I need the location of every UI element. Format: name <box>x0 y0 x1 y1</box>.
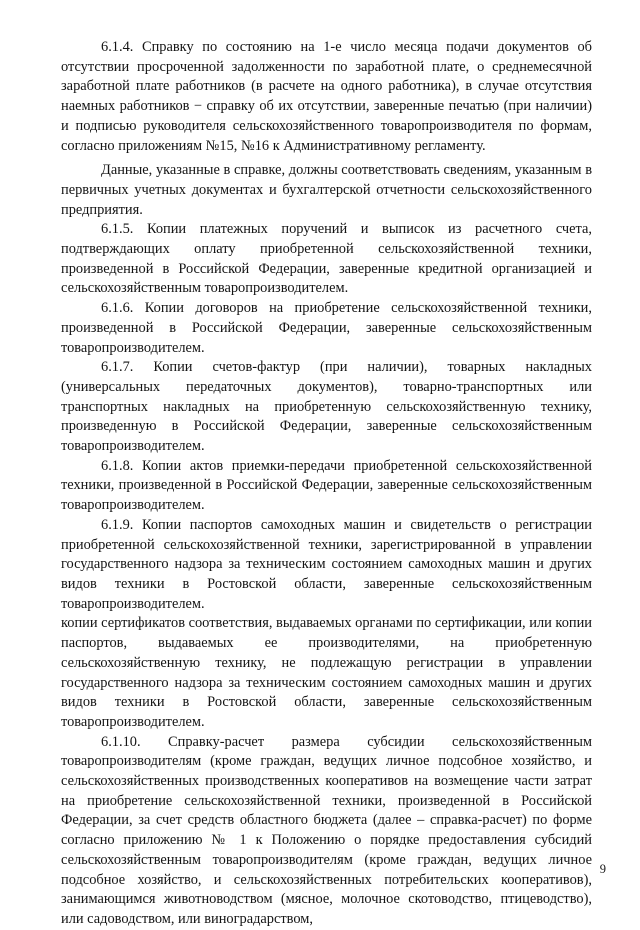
paragraph-6-1-6: 6.1.6. Копии договоров на приобретение сельскохозяйственной техники, произведенной в Российской Федерации, заверенные сельскохозяйственным товаропроизводителем. <box>61 300 592 356</box>
document-body <box>61 38 592 930</box>
paragraph-6-1-9: 6.1.9. Копии паспортов самоходных машин и свидетельств о регистрации приобретенной сельскохозяйственной техники, зарегистрированной в управлении государственного надзора за техническим состоянием самоходных машин и других видов техники в Ростовской области, заверенные сельскохозяйственным товаропроизводителем. <box>61 516 592 612</box>
paragraph-6-1-10: 6.1.10. Справку-расчет размера субсидии сельскохозяйственным товаропроизводителям (кроме граждан, ведущих личное подсобное хозяйство, и сельскохозяйственных производственных кооперативов на возмещение части затрат на приобретение сельскохозяйственной техники, произведенной в Российской Федерации, за счет средств областного бюджета (далее – справка-расчет) по форме согласно приложению № 1 к Положению о порядке предоставления субсидий сельскохозяйственным товаропроизводителям (кроме граждан, ведущих личное подсобное хозяйство, и сельскохозяйственных потребительских кооперативов), занимающимся животноводством (мясное, молочное скотоводство, птицеводство), или садоводством, или виноградарством, <box>61 733 592 927</box>
paragraph-certificates: копии сертификатов соответствия, выдаваемых органами по сертификации, или копии паспортов, выдаваемых ее производителями, на приобретенную сельскохозяйственную технику, не подлежащую регистрации в управлении государственного надзора за техническим состоянием самоходных машин и других видов техники в Ростовской области, заверенные сельскохозяйственным товаропроизводителем. <box>61 615 592 730</box>
paragraph-6-1-4: 6.1.4. Справку по состоянию на 1-е число месяца подачи документов об отсутствии просроченной задолженности по заработной плате, о среднемесячной заработной плате работников (в расчете на одного работника), в случае отсутствия наемных работников − справку об их отсутствии, заверенные печатью (при наличии) и подписью руководителя сельскохозяйственного товаропроизводителя по формам, согласно приложениям №15, №16 к Административному регламенту. <box>61 39 592 154</box>
paragraph-6-1-8: 6.1.8. Копии актов приемки-передачи приобретенной сельскохозяйственной техники, произведенной в Российской Федерации, заверенные сельскохозяйственным товаропроизводителем. <box>61 457 592 514</box>
paragraph-6-1-5: 6.1.5. Копии платежных поручений и выписок из расчетного счета, подтверждающих оплату приобретенной сельскохозяйственной техники, произведенной в Российской Федерации, заверенные кредитной организацией и сельскохозяйственным товаропроизводителем. <box>61 221 592 297</box>
page-number: 9 <box>599 862 606 876</box>
paragraph-6-1-7: 6.1.7. Копии счетов-фактур (при наличии), товарных накладных (универсальных передаточных документов), товарно-транспортных или транспортных накладных на приобретенную сельскохозяйственную технику, произведенную в Российской Федерации, заверенные сельскохозяйственным товаропроизводителем. <box>61 359 592 455</box>
paragraph-data-requirements: Данные, указанные в справке, должны соответствовать сведениям, указанным в первичных учетных документах и бухгалтерской отчетности сельскохозяйственного предприятия. <box>61 162 592 218</box>
